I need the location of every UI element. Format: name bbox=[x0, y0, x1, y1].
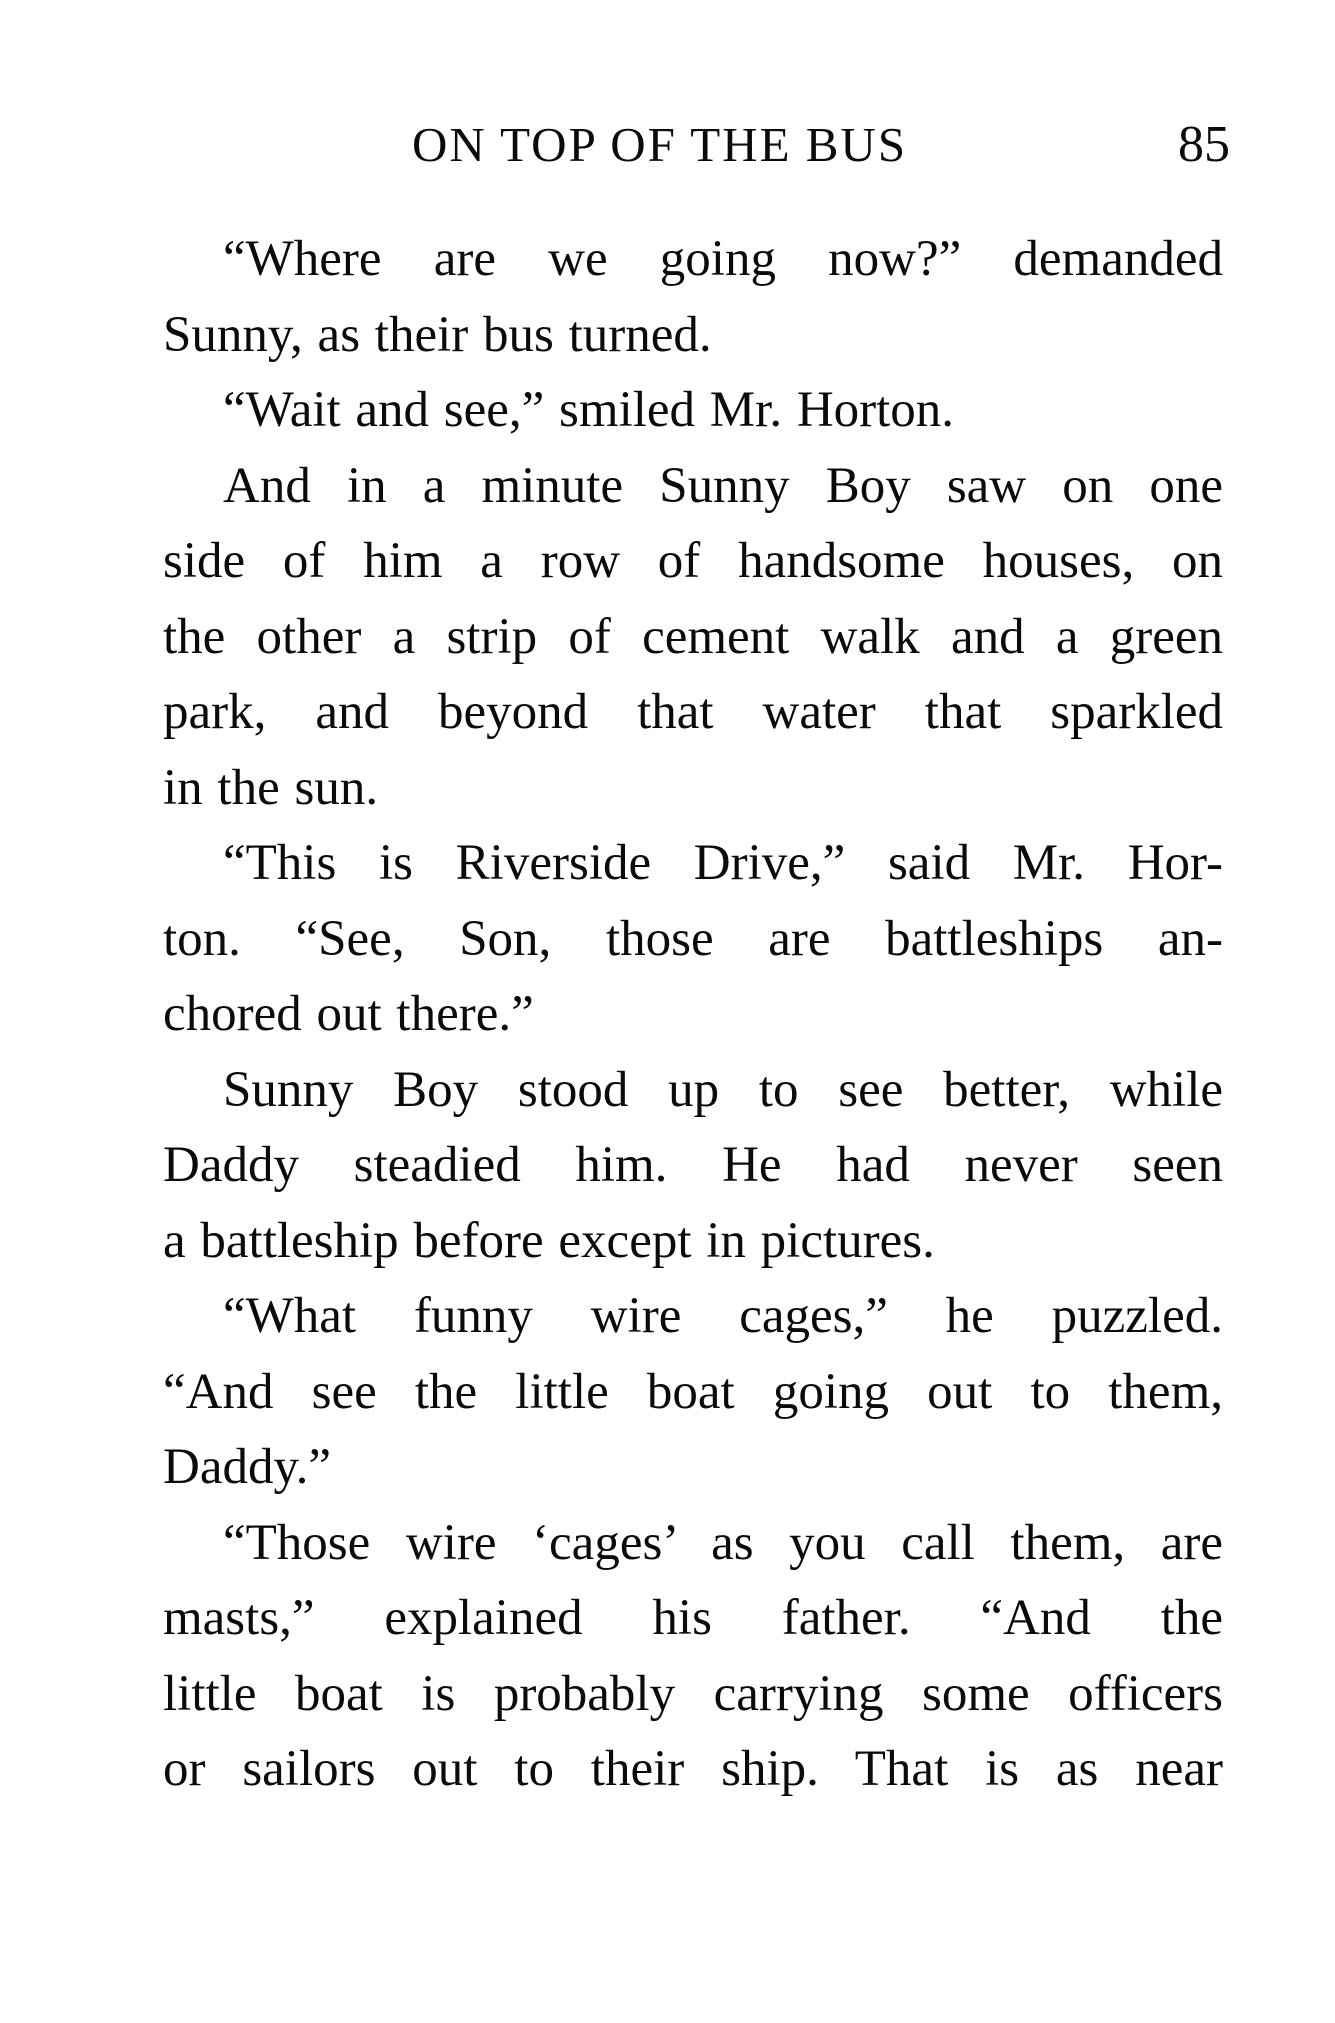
text-line: ton. “See, Son, those are battleships an- bbox=[163, 910, 1223, 967]
text-line: “Where are we going now?” demanded bbox=[223, 231, 1223, 287]
text-line: Sunny Boy stood up to see better, while bbox=[223, 1061, 1223, 1118]
text-line: Daddy.” bbox=[163, 1439, 332, 1495]
text-line: or sailors out to their ship. That is as near bbox=[163, 1741, 1223, 1797]
text-line: “What funny wire cages,” he puzzled. bbox=[223, 1288, 1223, 1344]
body-text bbox=[163, 222, 1223, 1808]
running-head bbox=[160, 115, 1230, 175]
text-line: chored out there.” bbox=[163, 986, 534, 1042]
running-title: ON TOP OF THE BUS bbox=[412, 117, 908, 172]
text-line: masts,” explained his father. “And the bbox=[163, 1590, 1223, 1646]
text-line: “Those wire ‘cages’ as you call them, are bbox=[223, 1514, 1223, 1571]
text-line: “And see the little boat going out to them, bbox=[163, 1363, 1223, 1420]
text-line: park, and beyond that water that sparkled bbox=[163, 684, 1223, 740]
text-line: “Wait and see,” smiled Mr. Horton. bbox=[223, 382, 955, 438]
page-number: 85 bbox=[1178, 116, 1230, 173]
text-line: Sunny, as their bus turned. bbox=[163, 306, 712, 363]
text-line: And in a minute Sunny Boy saw on one bbox=[223, 457, 1223, 514]
text-line: side of him a row of handsome houses, on bbox=[163, 533, 1223, 589]
text-line: in the sun. bbox=[163, 759, 379, 816]
text-line: the other a strip of cement walk and a green bbox=[163, 608, 1223, 665]
text-line: a battleship before except in pictures. bbox=[163, 1212, 935, 1269]
text-line: little boat is probably carrying some officers bbox=[163, 1665, 1223, 1722]
text-line: Daddy steadied him. He had never seen bbox=[163, 1137, 1223, 1193]
text-line: “This is Riverside Drive,” said Mr. Hor- bbox=[223, 835, 1223, 891]
